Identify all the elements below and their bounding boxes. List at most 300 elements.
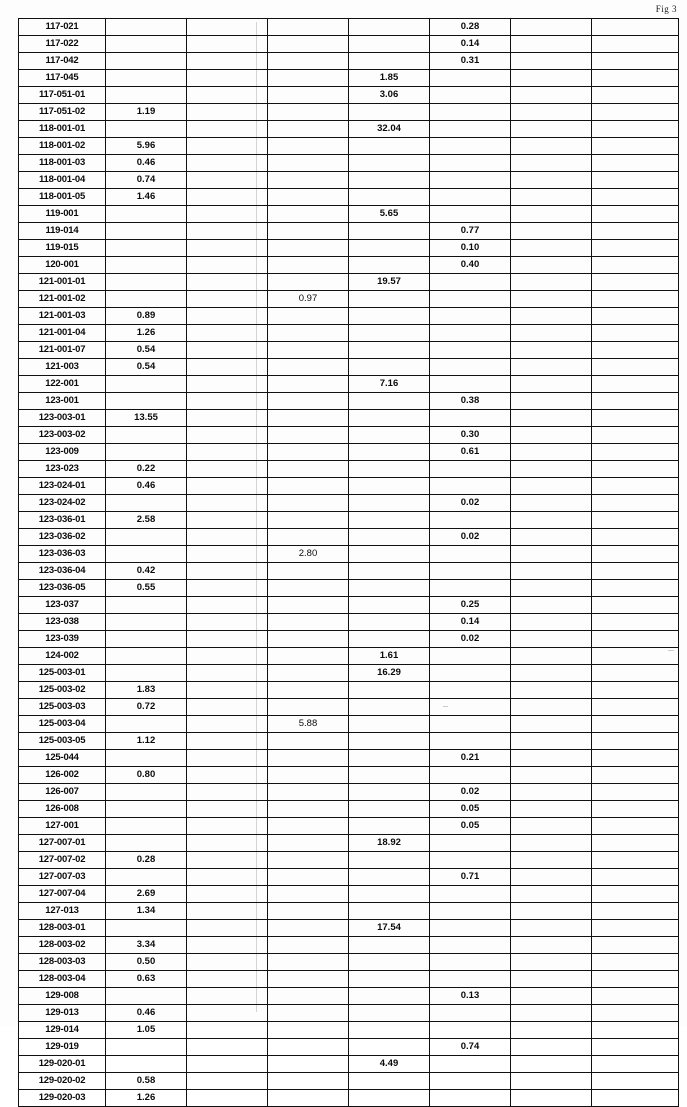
cell-value-4 (349, 767, 430, 784)
cell-value-2 (187, 886, 268, 903)
cell-code: 118-001-02 (19, 138, 106, 155)
cell-value-4 (349, 342, 430, 359)
cell-value-4 (349, 512, 430, 529)
cell-value-5 (430, 580, 511, 597)
cell-value-4: 19.57 (349, 274, 430, 291)
cell-value-2 (187, 614, 268, 631)
cell-code: 118-001-05 (19, 189, 106, 206)
cell-value-7 (592, 427, 679, 444)
cell-value-6 (511, 240, 592, 257)
cell-value-1: 0.72 (106, 699, 187, 716)
cell-value-7 (592, 274, 679, 291)
cell-value-6 (511, 529, 592, 546)
cell-value-5: 0.31 (430, 53, 511, 70)
cell-value-5: 0.74 (430, 1039, 511, 1056)
cell-value-7 (592, 767, 679, 784)
cell-value-6 (511, 206, 592, 223)
cell-value-4 (349, 223, 430, 240)
cell-value-3 (268, 189, 349, 206)
cell-value-3 (268, 597, 349, 614)
cell-value-4 (349, 172, 430, 189)
cell-value-3 (268, 1090, 349, 1107)
cell-value-7 (592, 359, 679, 376)
cell-value-2 (187, 903, 268, 920)
cell-value-6 (511, 767, 592, 784)
cell-value-7 (592, 716, 679, 733)
cell-value-6 (511, 138, 592, 155)
cell-value-7 (592, 461, 679, 478)
cell-value-2 (187, 937, 268, 954)
cell-value-7 (592, 495, 679, 512)
cell-value-4 (349, 393, 430, 410)
cell-value-3 (268, 801, 349, 818)
cell-value-5 (430, 937, 511, 954)
cell-value-1 (106, 750, 187, 767)
cell-value-6 (511, 937, 592, 954)
cell-code: 123-001 (19, 393, 106, 410)
cell-value-5 (430, 546, 511, 563)
table-row (19, 410, 679, 427)
cell-value-1 (106, 665, 187, 682)
cell-value-1: 0.54 (106, 359, 187, 376)
cell-value-1: 3.34 (106, 937, 187, 954)
cell-value-3: 2.80 (268, 546, 349, 563)
cell-value-6 (511, 291, 592, 308)
cell-value-4 (349, 1005, 430, 1022)
cell-value-2 (187, 461, 268, 478)
cell-code: 117-051-01 (19, 87, 106, 104)
cell-value-3 (268, 36, 349, 53)
cell-value-4 (349, 682, 430, 699)
cell-value-5 (430, 886, 511, 903)
cell-value-4 (349, 291, 430, 308)
cell-code: 123-003-01 (19, 410, 106, 427)
cell-value-4 (349, 410, 430, 427)
cell-value-5 (430, 699, 511, 716)
cell-value-1 (106, 393, 187, 410)
table-row (19, 393, 679, 410)
cell-value-6 (511, 835, 592, 852)
cell-value-1 (106, 546, 187, 563)
cell-value-2 (187, 682, 268, 699)
cell-value-2 (187, 308, 268, 325)
cell-value-3 (268, 648, 349, 665)
table-row (19, 36, 679, 53)
cell-value-5: 0.38 (430, 393, 511, 410)
cell-value-1 (106, 495, 187, 512)
table-row (19, 19, 679, 36)
cell-value-3 (268, 342, 349, 359)
cell-value-6 (511, 971, 592, 988)
cell-value-3 (268, 240, 349, 257)
cell-value-2 (187, 274, 268, 291)
cell-code: 121-001-01 (19, 274, 106, 291)
table-row (19, 240, 679, 257)
cell-value-1: 0.89 (106, 308, 187, 325)
cell-value-5 (430, 172, 511, 189)
cell-code: 118-001-04 (19, 172, 106, 189)
cell-value-6 (511, 121, 592, 138)
cell-value-3 (268, 750, 349, 767)
cell-value-2 (187, 529, 268, 546)
cell-value-6 (511, 495, 592, 512)
cell-value-1 (106, 716, 187, 733)
cell-value-2 (187, 325, 268, 342)
cell-value-3 (268, 869, 349, 886)
cell-value-6 (511, 801, 592, 818)
cell-value-2 (187, 138, 268, 155)
cell-value-5 (430, 478, 511, 495)
cell-value-5 (430, 767, 511, 784)
cell-value-5 (430, 971, 511, 988)
cell-value-6 (511, 189, 592, 206)
cell-value-2 (187, 342, 268, 359)
cell-value-6 (511, 784, 592, 801)
cell-value-3 (268, 274, 349, 291)
cell-value-3 (268, 444, 349, 461)
table-row (19, 937, 679, 954)
cell-value-1 (106, 257, 187, 274)
cell-value-1: 1.12 (106, 733, 187, 750)
cell-value-7 (592, 376, 679, 393)
cell-value-6 (511, 631, 592, 648)
cell-value-5 (430, 733, 511, 750)
cell-code: 125-003-05 (19, 733, 106, 750)
cell-value-4 (349, 325, 430, 342)
cell-value-4 (349, 886, 430, 903)
table-row (19, 835, 679, 852)
cell-value-6 (511, 325, 592, 342)
cell-value-2 (187, 716, 268, 733)
cell-value-1 (106, 444, 187, 461)
table-row (19, 886, 679, 903)
cell-value-7 (592, 971, 679, 988)
cell-value-5 (430, 682, 511, 699)
cell-value-6 (511, 750, 592, 767)
cell-value-5: 0.14 (430, 36, 511, 53)
cell-value-7 (592, 1056, 679, 1073)
cell-value-4 (349, 19, 430, 36)
cell-value-2 (187, 801, 268, 818)
cell-value-5: 0.14 (430, 614, 511, 631)
cell-code: 123-037 (19, 597, 106, 614)
cell-value-6 (511, 563, 592, 580)
cell-value-3 (268, 614, 349, 631)
table-row (19, 665, 679, 682)
cell-value-3 (268, 512, 349, 529)
cell-value-1 (106, 784, 187, 801)
table-row (19, 478, 679, 495)
cell-value-5 (430, 325, 511, 342)
cell-value-5 (430, 461, 511, 478)
table-row (19, 852, 679, 869)
cell-value-3 (268, 19, 349, 36)
cell-value-6 (511, 920, 592, 937)
cell-value-3 (268, 104, 349, 121)
cell-value-1: 0.54 (106, 342, 187, 359)
cell-value-7 (592, 954, 679, 971)
cell-code: 128-003-01 (19, 920, 106, 937)
cell-value-2 (187, 444, 268, 461)
cell-value-7 (592, 597, 679, 614)
cell-value-7 (592, 342, 679, 359)
cell-value-4 (349, 1090, 430, 1107)
cell-value-7 (592, 869, 679, 886)
cell-value-1 (106, 835, 187, 852)
cell-value-7 (592, 801, 679, 818)
cell-value-4 (349, 852, 430, 869)
cell-value-1: 0.55 (106, 580, 187, 597)
cell-value-5 (430, 410, 511, 427)
cell-value-4 (349, 359, 430, 376)
cell-code: 117-045 (19, 70, 106, 87)
cell-value-1 (106, 1039, 187, 1056)
cell-value-1: 0.58 (106, 1073, 187, 1090)
cell-value-4 (349, 937, 430, 954)
cell-code: 123-036-01 (19, 512, 106, 529)
cell-value-2 (187, 597, 268, 614)
cell-value-1: 1.26 (106, 1090, 187, 1107)
table-row (19, 155, 679, 172)
cell-value-5 (430, 1005, 511, 1022)
cell-value-1 (106, 274, 187, 291)
cell-value-7 (592, 1022, 679, 1039)
cell-code: 127-001 (19, 818, 106, 835)
cell-value-6 (511, 172, 592, 189)
cell-value-1 (106, 801, 187, 818)
cell-value-7 (592, 70, 679, 87)
cell-value-5 (430, 1090, 511, 1107)
cell-value-3 (268, 1022, 349, 1039)
cell-value-6 (511, 1022, 592, 1039)
cell-value-6 (511, 274, 592, 291)
cell-value-6 (511, 19, 592, 36)
cell-value-2 (187, 648, 268, 665)
table-row (19, 223, 679, 240)
cell-value-5 (430, 206, 511, 223)
cell-value-6 (511, 444, 592, 461)
cell-value-3 (268, 631, 349, 648)
table-body (19, 19, 679, 1107)
cell-value-7 (592, 478, 679, 495)
cell-value-5 (430, 1022, 511, 1039)
table-row (19, 1005, 679, 1022)
cell-value-6 (511, 70, 592, 87)
cell-value-1: 0.46 (106, 478, 187, 495)
cell-value-7 (592, 818, 679, 835)
cell-value-1 (106, 597, 187, 614)
cell-value-4: 1.85 (349, 70, 430, 87)
cell-value-1: 1.46 (106, 189, 187, 206)
cell-value-2 (187, 291, 268, 308)
cell-value-6 (511, 1056, 592, 1073)
table-row (19, 903, 679, 920)
cell-value-1 (106, 631, 187, 648)
cell-value-7 (592, 189, 679, 206)
cell-value-7 (592, 563, 679, 580)
cell-value-5 (430, 954, 511, 971)
cell-value-5 (430, 291, 511, 308)
cell-value-6 (511, 308, 592, 325)
cell-value-6 (511, 733, 592, 750)
cell-value-3 (268, 427, 349, 444)
cell-value-7 (592, 784, 679, 801)
cell-value-4 (349, 631, 430, 648)
cell-value-7 (592, 36, 679, 53)
cell-code: 117-051-02 (19, 104, 106, 121)
cell-value-6 (511, 53, 592, 70)
cell-value-4 (349, 733, 430, 750)
cell-code: 123-023 (19, 461, 106, 478)
cell-value-7 (592, 410, 679, 427)
cell-value-6 (511, 716, 592, 733)
cell-value-4: 3.06 (349, 87, 430, 104)
table-row (19, 869, 679, 886)
cell-value-5 (430, 665, 511, 682)
data-table-container (18, 18, 670, 1107)
cell-value-6 (511, 580, 592, 597)
cell-value-4: 17.54 (349, 920, 430, 937)
cell-value-4 (349, 427, 430, 444)
table-row (19, 631, 679, 648)
cell-value-7 (592, 631, 679, 648)
cell-value-4 (349, 308, 430, 325)
cell-value-6 (511, 903, 592, 920)
cell-value-1: 0.22 (106, 461, 187, 478)
cell-value-5 (430, 1073, 511, 1090)
cell-value-4 (349, 189, 430, 206)
cell-value-7 (592, 53, 679, 70)
cell-value-3 (268, 682, 349, 699)
cell-value-7 (592, 1090, 679, 1107)
cell-value-1: 0.42 (106, 563, 187, 580)
cell-value-6 (511, 1039, 592, 1056)
cell-value-5 (430, 121, 511, 138)
table-row (19, 767, 679, 784)
table-row (19, 325, 679, 342)
cell-value-5: 0.71 (430, 869, 511, 886)
cell-value-2 (187, 1056, 268, 1073)
cell-value-1 (106, 291, 187, 308)
cell-value-6 (511, 223, 592, 240)
cell-value-6 (511, 87, 592, 104)
cell-code: 123-009 (19, 444, 106, 461)
cell-value-5: 0.30 (430, 427, 511, 444)
cell-value-5 (430, 835, 511, 852)
cell-code: 121-001-02 (19, 291, 106, 308)
cell-value-6 (511, 104, 592, 121)
cell-value-7 (592, 648, 679, 665)
cell-value-2 (187, 478, 268, 495)
cell-value-1 (106, 206, 187, 223)
cell-value-2 (187, 818, 268, 835)
cell-value-1 (106, 36, 187, 53)
cell-value-6 (511, 954, 592, 971)
cell-value-4 (349, 818, 430, 835)
cell-value-4 (349, 784, 430, 801)
table-row (19, 784, 679, 801)
cell-value-3 (268, 257, 349, 274)
table-row (19, 444, 679, 461)
cell-value-2 (187, 240, 268, 257)
cell-code: 117-042 (19, 53, 106, 70)
cell-value-7 (592, 580, 679, 597)
cell-code: 127-007-04 (19, 886, 106, 903)
cell-value-5: 0.02 (430, 495, 511, 512)
cell-value-2 (187, 121, 268, 138)
cell-value-4 (349, 1073, 430, 1090)
cell-value-3 (268, 359, 349, 376)
table-row (19, 376, 679, 393)
cell-value-7 (592, 886, 679, 903)
cell-value-1 (106, 1056, 187, 1073)
cell-value-5: 0.13 (430, 988, 511, 1005)
cell-code: 129-020-02 (19, 1073, 106, 1090)
cell-value-3 (268, 376, 349, 393)
cell-value-3 (268, 733, 349, 750)
cell-value-2 (187, 393, 268, 410)
cell-value-4 (349, 699, 430, 716)
cell-code: 123-039 (19, 631, 106, 648)
cell-value-3 (268, 954, 349, 971)
cell-value-3 (268, 70, 349, 87)
cell-value-1: 1.19 (106, 104, 187, 121)
cell-value-5 (430, 274, 511, 291)
cell-value-6 (511, 461, 592, 478)
cell-value-7 (592, 223, 679, 240)
cell-value-2 (187, 1022, 268, 1039)
cell-value-4 (349, 988, 430, 1005)
cell-value-4 (349, 257, 430, 274)
cell-value-7 (592, 614, 679, 631)
cell-value-1 (106, 427, 187, 444)
cell-value-2 (187, 512, 268, 529)
cell-value-2 (187, 427, 268, 444)
cell-value-6 (511, 869, 592, 886)
cell-value-2 (187, 665, 268, 682)
cell-value-6 (511, 818, 592, 835)
cell-code: 126-008 (19, 801, 106, 818)
cell-value-4: 32.04 (349, 121, 430, 138)
cell-value-7 (592, 546, 679, 563)
cell-code: 119-001 (19, 206, 106, 223)
cell-value-3: 5.88 (268, 716, 349, 733)
cell-value-1: 1.05 (106, 1022, 187, 1039)
cell-code: 123-036-02 (19, 529, 106, 546)
cell-code: 129-019 (19, 1039, 106, 1056)
cell-value-2 (187, 410, 268, 427)
cell-value-3 (268, 835, 349, 852)
cell-value-1 (106, 869, 187, 886)
cell-value-7 (592, 682, 679, 699)
cell-value-6 (511, 886, 592, 903)
cell-value-2 (187, 70, 268, 87)
cell-value-6 (511, 682, 592, 699)
cell-value-3 (268, 155, 349, 172)
cell-value-1: 0.80 (106, 767, 187, 784)
table-row (19, 1022, 679, 1039)
cell-code: 123-036-03 (19, 546, 106, 563)
cell-value-4 (349, 1039, 430, 1056)
cell-value-3 (268, 699, 349, 716)
cell-value-5: 0.21 (430, 750, 511, 767)
table-row (19, 512, 679, 529)
cell-value-3 (268, 903, 349, 920)
table-row (19, 138, 679, 155)
cell-value-3 (268, 1056, 349, 1073)
cell-value-7 (592, 104, 679, 121)
cell-value-2 (187, 784, 268, 801)
